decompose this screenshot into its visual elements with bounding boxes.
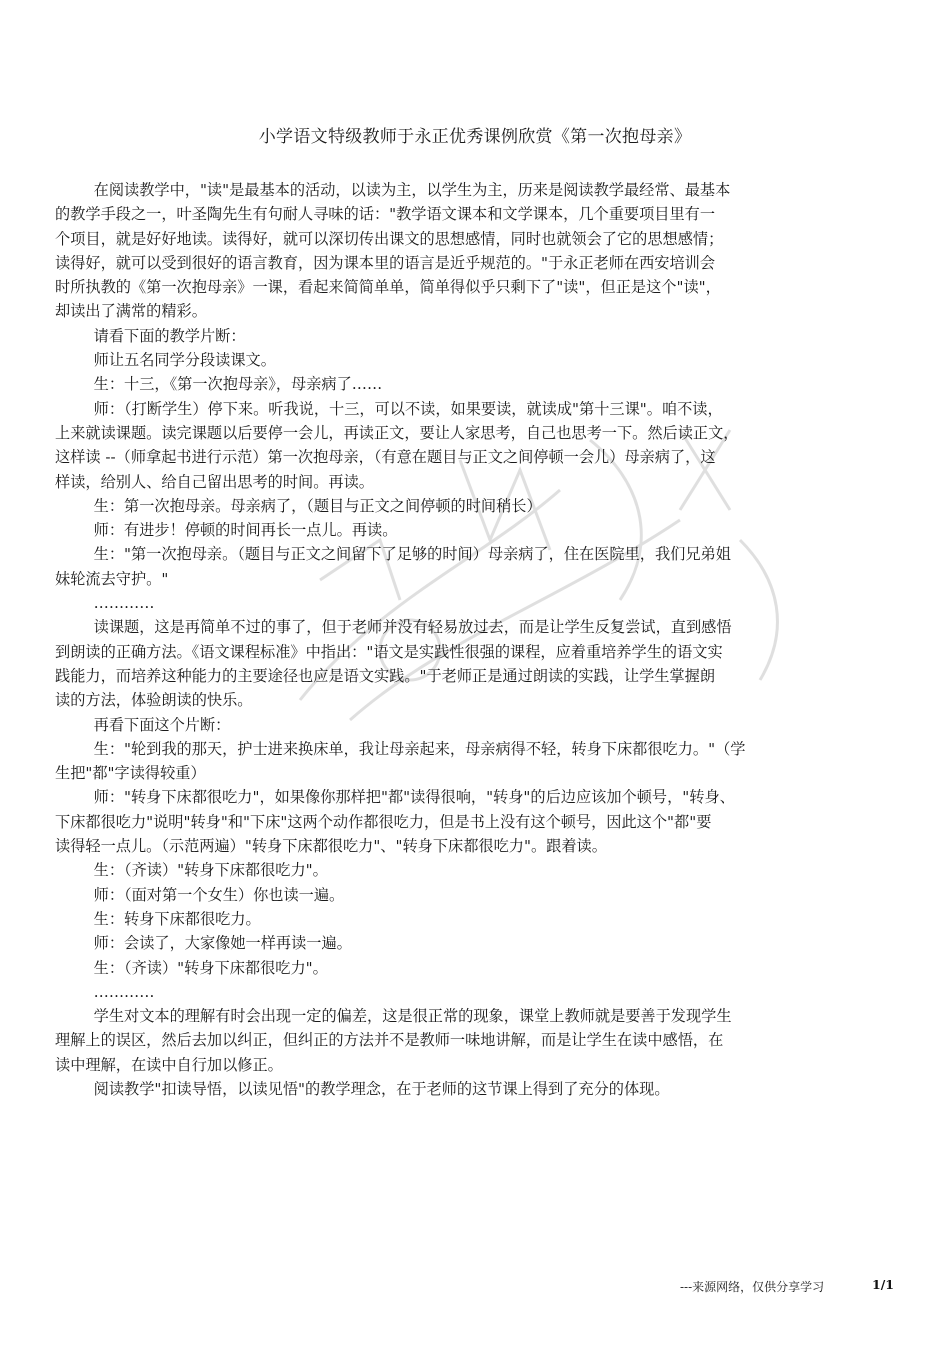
document-body xyxy=(55,178,897,1101)
text-line: ………… xyxy=(55,594,155,613)
text-line: 师：会读了，大家像她一样再读一遍。 xyxy=(55,934,352,953)
text-line: 师：（面对第一个女生）你也读一遍。 xyxy=(55,885,345,904)
text-line: 生："第一次抱母亲。（题目与正文之间留下了足够的时间）母亲病了，住在医院里，我们兄弟姐 xyxy=(55,545,731,564)
text-line: 的教学手段之一，叶圣陶先生有句耐人寻味的话："教学语文课本和文学课本，几个重要项目里有一 xyxy=(55,205,716,224)
text-line: 却读出了满常的精彩。 xyxy=(55,302,207,321)
page-number: 1/1 xyxy=(872,1277,894,1292)
text-line: 读课题，这是再简单不过的事了，但于老师并没有轻易放过去，而是让学生反复尝试，直到感悟 xyxy=(55,618,732,637)
text-line: ………… xyxy=(55,982,155,1001)
text-line: 时所执教的《第一次抱母亲》一课，看起来简简单单，简单得似乎只剩下了"读"，但正是这个"读"， xyxy=(55,278,721,297)
text-line: 师："转身下床都很吃力"，如果像你那样把"都"读得很响，"转身"的后边应该加个顿号，"转身、 xyxy=(55,788,735,807)
text-line: 生：（齐读）"转身下床都很吃力"。 xyxy=(55,958,328,977)
text-line: 生：（齐读）"转身下床都很吃力"。 xyxy=(55,861,328,880)
text-line: 师：（打断学生）停下来。听我说，十三，可以不读，如果要读，就读成"第十三课"。咱不读， xyxy=(55,399,723,418)
text-line: 下床都很吃力"说明"转身"和"下床"这两个动作都很吃力，但是书上没有这个顿号，因此这个"都"要 xyxy=(55,812,712,831)
text-line: 请看下面的教学片断： xyxy=(55,326,246,345)
text-line: 个项目，就是好好地读。读得好，就可以深切传出课文的思想感情，同时也就领会了它的思想感情； xyxy=(55,229,724,248)
text-line: 妹轮流去守护。" xyxy=(55,569,169,588)
document-title: 小学语文特级教师于永正优秀课例欣赏《第一次抱母亲》 xyxy=(258,127,692,147)
text-line: 样读，给别人、给自己留出思考的时间。再读。 xyxy=(55,472,374,491)
text-line: 生：十三，《第一次抱母亲》，母亲病了…… xyxy=(55,375,383,394)
footer-source-note: ---来源网络，仅供分享学习 xyxy=(680,1280,825,1294)
text-line: 读得轻一点儿。（示范两遍）"转身下床都很吃力"、"转身下床都很吃力"。跟着读。 xyxy=(55,837,607,856)
text-line: 再看下面这个片断： xyxy=(55,715,231,734)
text-line: 在阅读教学中，"读"是最基本的活动，以读为主，以学生为主，历来是阅读教学最经常、最基本 xyxy=(55,181,731,199)
text-line: 读中理解，在读中自行加以修正。 xyxy=(55,1055,283,1074)
text-line: 到朗读的正确方法。《语文课程标准》中指出："语文是实践性很强的课程，应着重培养学生的语文实 xyxy=(55,642,723,661)
text-line: 这样读 --（师拿起书进行示范）第一次抱母亲，（有意在题目与正文之间停顿一会儿）母亲病了，这 xyxy=(55,448,716,467)
text-line: 师：有进步！停顿的时间再长一点儿。再读。 xyxy=(55,521,398,540)
text-line: 学生对文本的理解有时会出现一定的偏差，这是很正常的现象，课堂上教师就是要善于发现学生 xyxy=(55,1007,732,1026)
text-line: 践能力，而培养这种能力的主要途径也应是语文实践。"于老师正是通过朗读的实践，让学生掌握朗 xyxy=(55,666,716,685)
text-line: 生：转身下床都很吃力。 xyxy=(55,909,261,928)
text-line: 阅读教学"扣读导悟，以读见悟"的教学理念，在于老师的这节课上得到了充分的体现。 xyxy=(55,1079,670,1098)
text-line: 读的方法，体验朗读的快乐。 xyxy=(55,691,253,710)
text-line: 读得好，就可以受到很好的语言教育，因为课本里的语言是近乎规范的。"于永正老师在西安培训会 xyxy=(55,253,716,272)
text-line: 上来就读课题。读完课题以后要停一会儿，再读正文，要让人家思考，自己也思考一下。然后读正文， xyxy=(55,423,739,442)
text-line: 生："轮到我的那天，护士进来换床单，我让母亲起来，母亲病得不轻，转身下床都很吃力。"（学 xyxy=(55,739,746,758)
text-line: 生把"都"字读得较重） xyxy=(55,764,206,783)
text-line: 理解上的误区，然后去加以纠正，但纠正的方法并不是教师一味地讲解，而是让学生在读中感悟，在 xyxy=(55,1031,724,1050)
text-line: 生：第一次抱母亲。母亲病了，（题目与正文之间停顿的时间稍长） xyxy=(55,496,542,515)
text-line: 师让五名同学分段读课文。 xyxy=(55,351,276,370)
